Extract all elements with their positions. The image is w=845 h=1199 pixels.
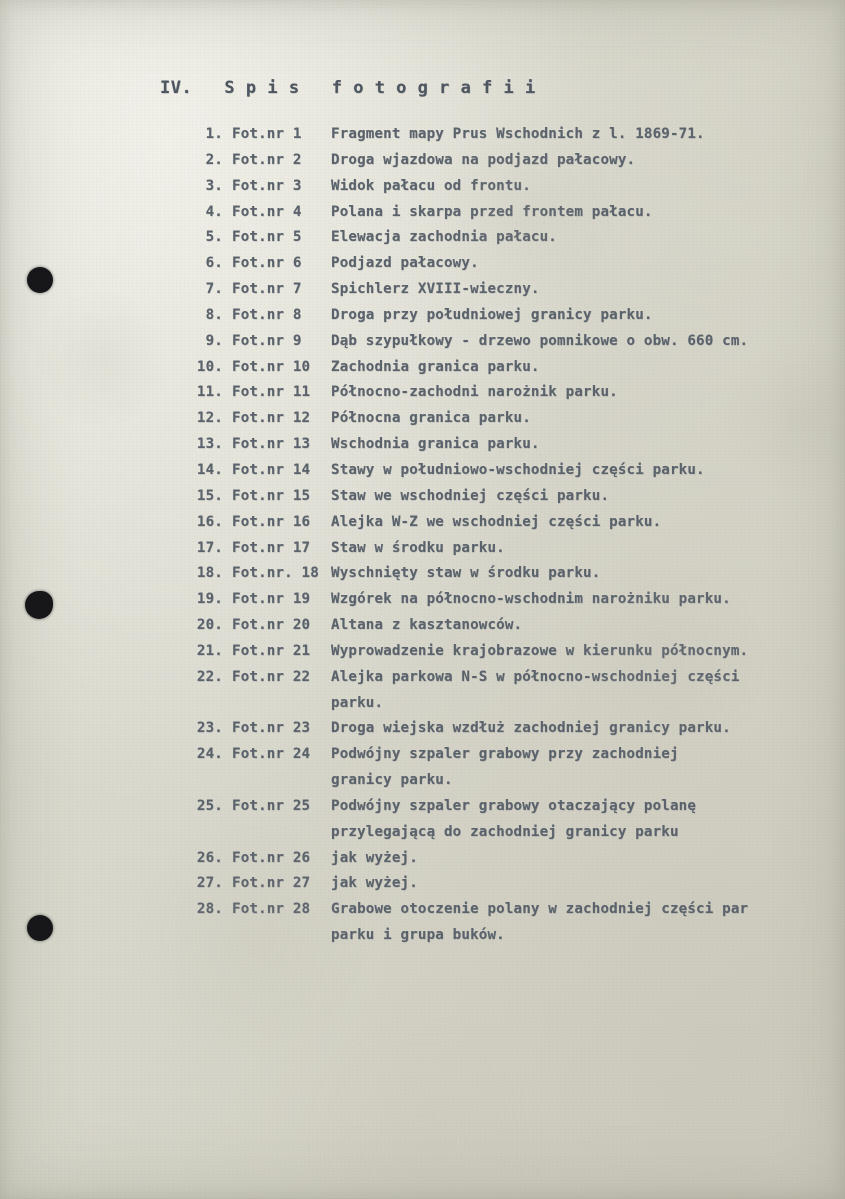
list-item-number: 13.: [196, 436, 223, 453]
list-item-photo-ref: Fot.nr 3: [232, 177, 302, 194]
list-item: [0, 514, 845, 540]
list-item-number: 16.: [196, 513, 223, 530]
list-item-number: 17.: [196, 539, 223, 556]
list-item: [0, 229, 845, 255]
list-item-description: Dąb szypułkowy - drzewo pomnikowe o obw. 660 cm.: [331, 332, 749, 349]
list-item-description: Wyprowadzenie krajobrazowe w kierunku północnym.: [331, 642, 749, 659]
list-item: [0, 255, 845, 281]
list-item: [0, 746, 845, 772]
list-item-photo-ref: Fot.nr 23: [232, 720, 311, 737]
list-item-description: Wyschnięty staw w środku parku.: [331, 565, 601, 582]
list-item-description: Zachodnia granica parku.: [331, 358, 540, 375]
list-item-number: 9.: [205, 332, 223, 349]
list-item-photo-ref: Fot.nr 16: [232, 513, 311, 530]
list-item-number: 14.: [196, 461, 223, 478]
list-item-photo-ref: Fot.nr 22: [232, 668, 311, 685]
list-item: [0, 359, 845, 385]
list-item: [0, 720, 845, 746]
list-item-description: Podwójny szpaler grabowy otaczający polanę: [331, 797, 697, 814]
list-item: [0, 410, 845, 436]
list-item-number: 10.: [196, 358, 223, 375]
list-item-photo-ref: Fot.nr 5: [232, 229, 302, 246]
list-item-photo-ref: Fot.nr 14: [232, 461, 311, 478]
list-item: [0, 669, 845, 695]
list-item-number: 2.: [205, 151, 223, 168]
list-item-description: przylegającą do zachodniej granicy parku: [331, 823, 679, 840]
list-item-number: 20.: [196, 617, 223, 634]
list-item-description: granicy parku.: [331, 772, 453, 789]
list-item-description: Alejka W-Z we wschodniej części parku.: [331, 513, 662, 530]
list-item-description: Podwójny szpaler grabowy przy zachodniej: [331, 746, 679, 763]
list-item-number: 4.: [205, 203, 223, 220]
list-item-photo-ref: Fot.nr 21: [232, 642, 311, 659]
list-item-number: 3.: [205, 177, 223, 194]
list-item-number: 27.: [196, 875, 223, 892]
list-item-description: Spichlerz XVIII-wieczny.: [331, 281, 540, 298]
list-item-photo-ref: Fot.nr 24: [232, 746, 311, 763]
list-item: [0, 901, 845, 927]
list-item-continuation: [0, 824, 845, 850]
list-item: [0, 617, 845, 643]
list-item-description: Staw we wschodniej części parku.: [331, 487, 610, 504]
list-item: [0, 436, 845, 462]
list-item-description: Widok pałacu od frontu.: [331, 177, 531, 194]
list-item-photo-ref: Fot.nr 6: [232, 255, 302, 272]
list-item-number: 6.: [205, 255, 223, 272]
list-item-continuation: [0, 772, 845, 798]
list-item: [0, 462, 845, 488]
list-item-number: 12.: [196, 410, 223, 427]
list-item-number: 23.: [196, 720, 223, 737]
list-item-description: Grabowe otoczenie polany w zachodniej części par: [331, 901, 749, 918]
list-item-description: Wzgórek na północno-wschodnim narożniku parku.: [331, 591, 731, 608]
list-item-continuation: [0, 927, 845, 953]
list-item: [0, 384, 845, 410]
list-item-photo-ref: Fot.nr 25: [232, 797, 311, 814]
punch-hole: [25, 591, 53, 619]
list-item-number: 21.: [196, 642, 223, 659]
list-item-photo-ref: Fot.nr 17: [232, 539, 311, 556]
list-item-photo-ref: Fot.nr 15: [232, 487, 311, 504]
list-item-description: Stawy w południowo-wschodniej części parku.: [331, 461, 705, 478]
list-item-photo-ref: Fot.nr 27: [232, 875, 311, 892]
list-item-number: 15.: [196, 487, 223, 504]
list-item-description: Droga wiejska wzdłuż zachodniej granicy parku.: [331, 720, 731, 737]
list-item-description: Staw w środku parku.: [331, 539, 505, 556]
list-item-photo-ref: Fot.nr 7: [232, 281, 302, 298]
list-item: [0, 850, 845, 876]
list-item: [0, 875, 845, 901]
list-item-photo-ref: Fot.nr 1: [232, 126, 302, 142]
list-item: [0, 643, 845, 669]
list-item-description: parku i grupa buków.: [331, 927, 505, 944]
list-item: [0, 152, 845, 178]
list-item: [0, 798, 845, 824]
list-item-description: Droga wjazdowa na podjazd pałacowy.: [331, 151, 636, 168]
list-item-number: 7.: [205, 281, 223, 298]
list-item-number: 1.: [205, 126, 223, 142]
list-item-photo-ref: Fot.nr 26: [232, 849, 311, 866]
list-item-description: Podjazd pałacowy.: [331, 255, 479, 272]
list-item-continuation: [0, 695, 845, 721]
list-item-photo-ref: Fot.nr 8: [232, 306, 302, 323]
list-item-number: 24.: [196, 746, 223, 763]
list-item-photo-ref: Fot.nr 10: [232, 358, 311, 375]
list-item-description: parku.: [331, 694, 384, 711]
list-item-description: Droga przy południowej granicy parku.: [331, 306, 653, 323]
list-item: [0, 565, 845, 591]
punch-hole: [27, 267, 53, 293]
list-item-number: 25.: [196, 797, 223, 814]
list-item: [0, 281, 845, 307]
list-item: [0, 204, 845, 230]
list-item-photo-ref: Fot.nr 13: [232, 436, 311, 453]
list-item-number: 28.: [196, 901, 223, 918]
list-item-description: Fragment mapy Prus Wschodnich z l. 1869-71.: [331, 126, 705, 142]
list-item-description: jak wyżej.: [331, 849, 418, 866]
list-item-photo-ref: Fot.nr 19: [232, 591, 311, 608]
list-item: [0, 488, 845, 514]
list-item-photo-ref: Fot.nr 9: [232, 332, 302, 349]
list-item-description: Północno-zachodni narożnik parku.: [331, 384, 618, 401]
list-item: [0, 307, 845, 333]
list-item: [0, 333, 845, 359]
list-item: [0, 591, 845, 617]
list-item: [0, 540, 845, 566]
list-item-number: 26.: [196, 849, 223, 866]
list-item-description: Polana i skarpa przed frontem pałacu.: [331, 203, 653, 220]
list-item: [0, 126, 845, 152]
list-item-description: Altana z kasztanowców.: [331, 617, 523, 634]
list-item-description: jak wyżej.: [331, 875, 418, 892]
list-item-description: Elewacja zachodnia pałacu.: [331, 229, 557, 246]
list-item-description: Wschodnia granica parku.: [331, 436, 540, 453]
list-item-photo-ref: Fot.nr 4: [232, 203, 302, 220]
list-item-photo-ref: Fot.nr 2: [232, 151, 302, 168]
list-item-photo-ref: Fot.nr. 18: [232, 565, 319, 582]
list-item-number: 19.: [196, 591, 223, 608]
photo-list: [0, 126, 845, 953]
list-item-number: 11.: [196, 384, 223, 401]
list-item-description: Alejka parkowa N-S w północno-wschodniej części: [331, 668, 740, 685]
list-item-number: 18.: [196, 565, 223, 582]
list-item-number: 5.: [205, 229, 223, 246]
section-heading: IV. S p i s f o t o g r a f i i: [160, 78, 536, 98]
list-item-number: 8.: [205, 306, 223, 323]
list-item-number: 22.: [196, 668, 223, 685]
punch-hole: [27, 915, 53, 941]
list-item-description: Północna granica parku.: [331, 410, 531, 427]
list-item-photo-ref: Fot.nr 11: [232, 384, 311, 401]
list-item-photo-ref: Fot.nr 20: [232, 617, 311, 634]
list-item: [0, 178, 845, 204]
list-item-photo-ref: Fot.nr 28: [232, 901, 311, 918]
list-item-photo-ref: Fot.nr 12: [232, 410, 311, 427]
